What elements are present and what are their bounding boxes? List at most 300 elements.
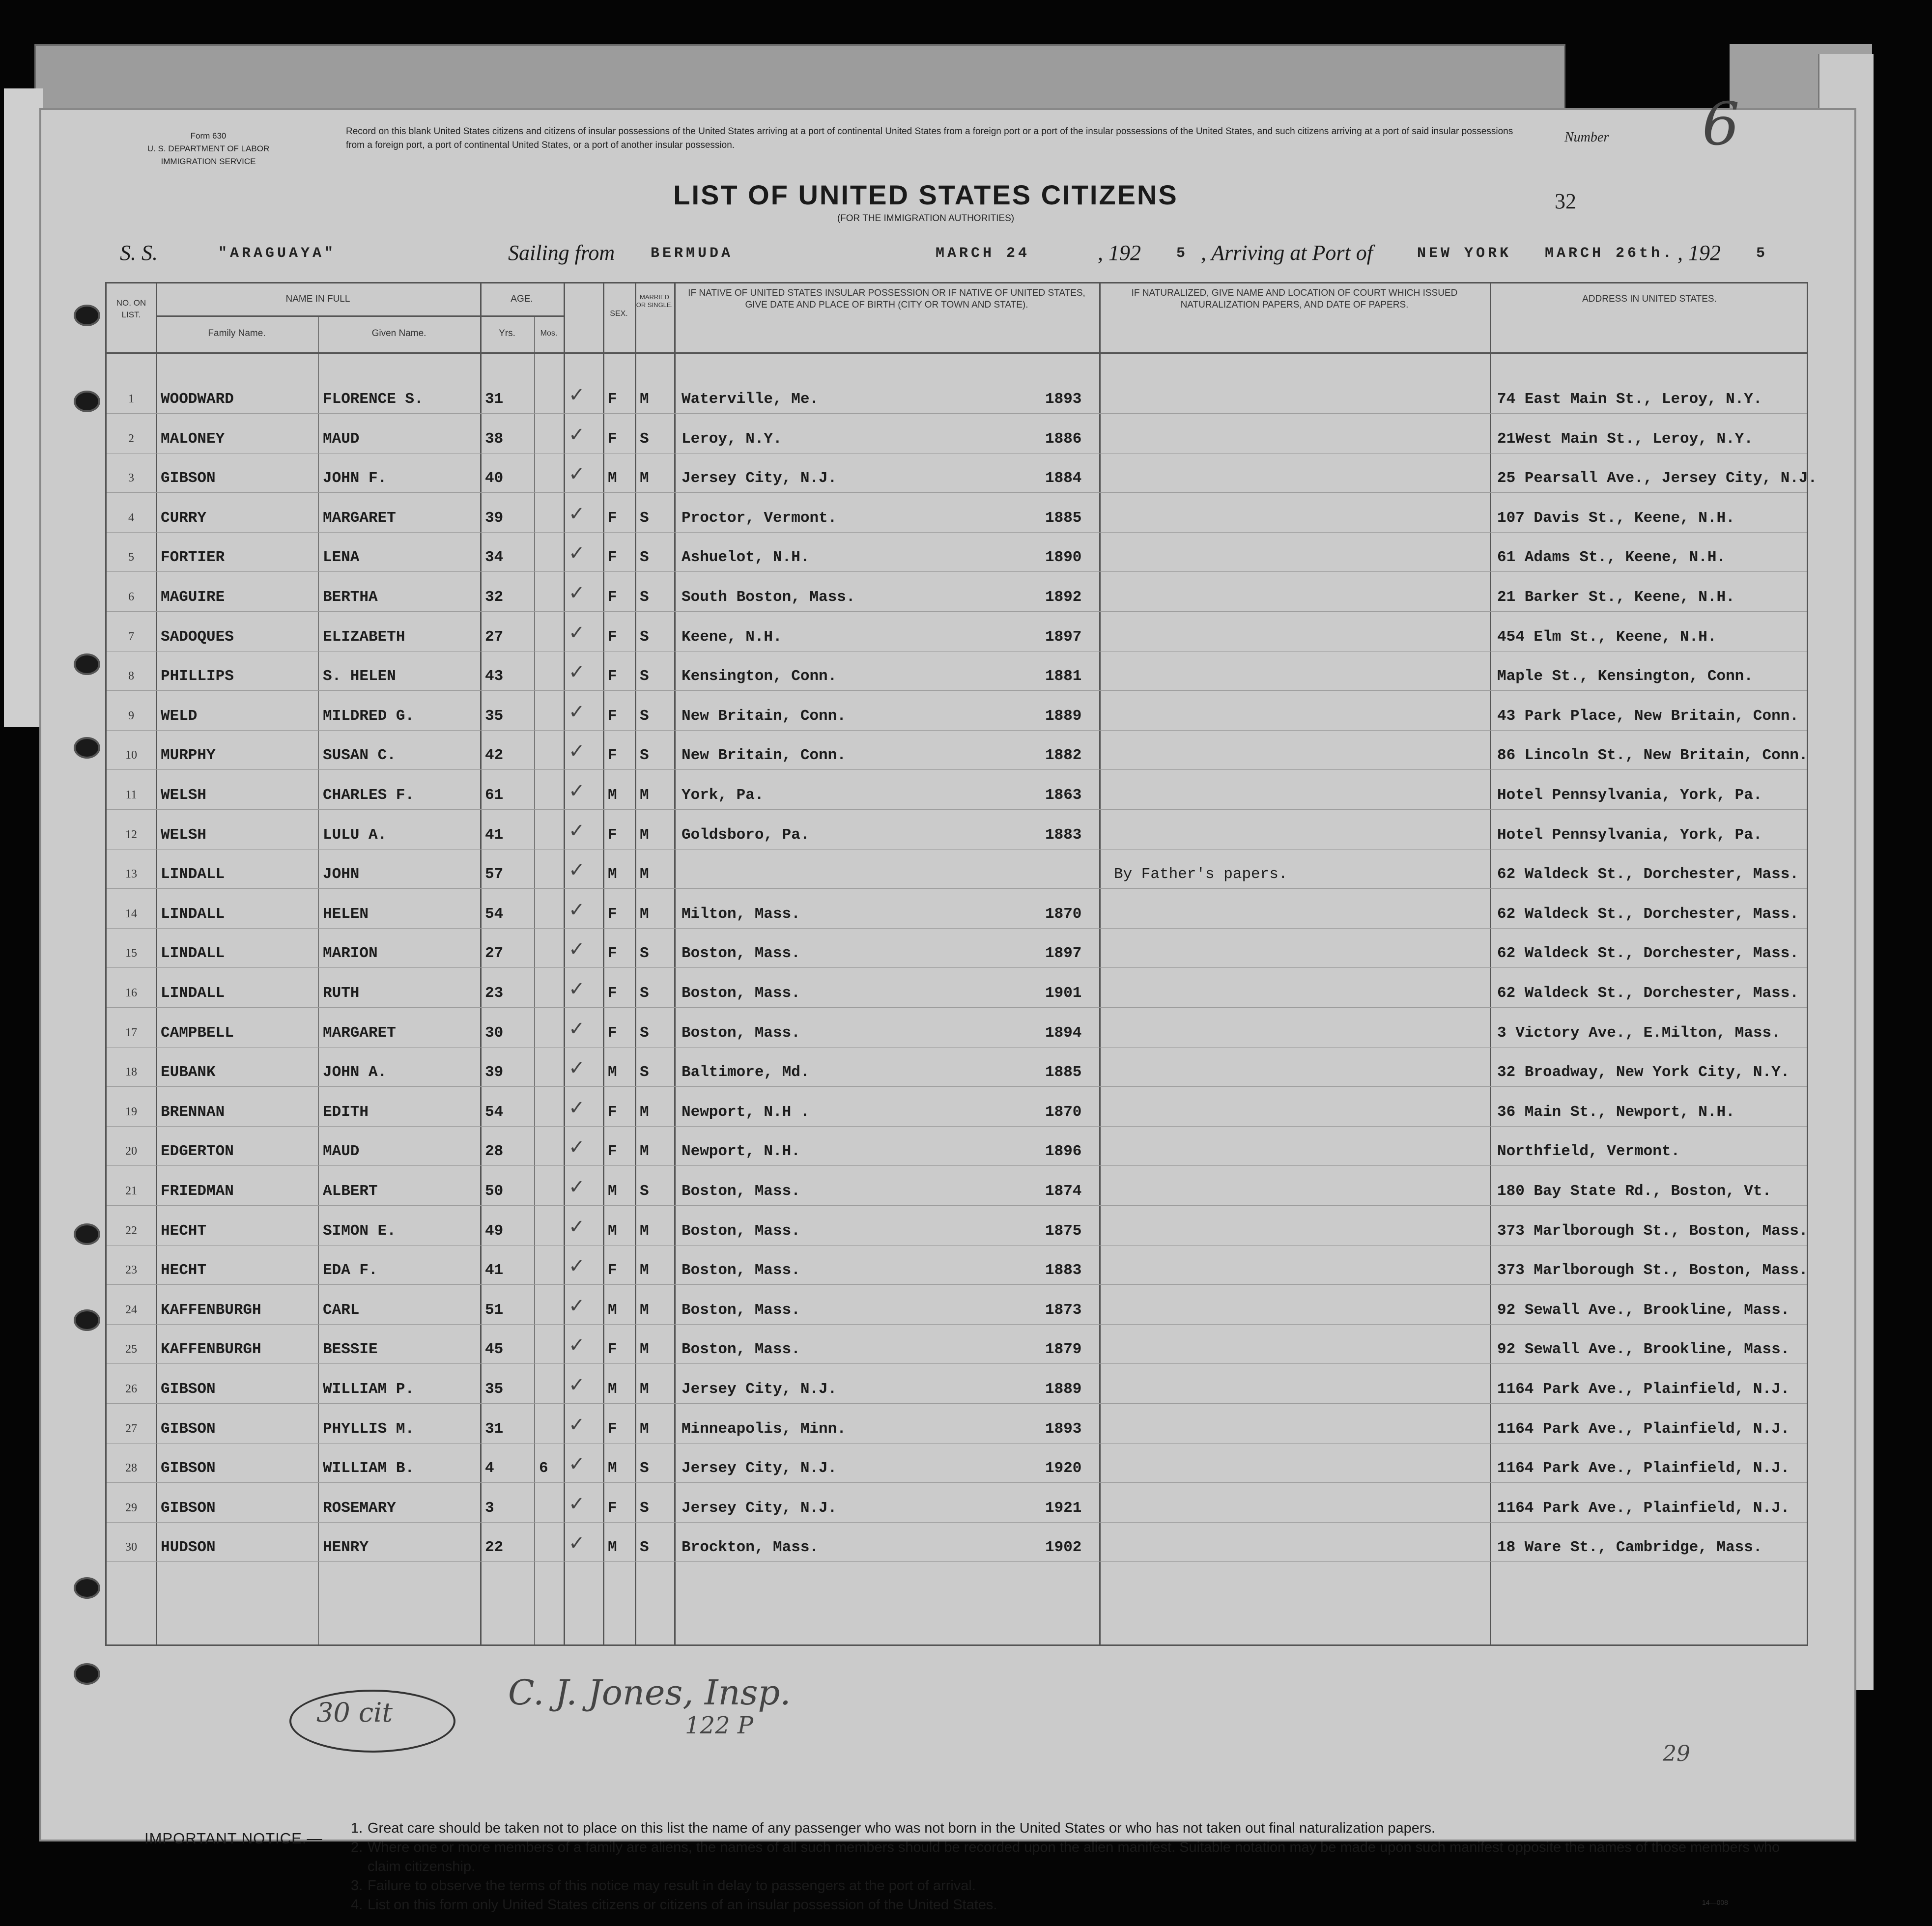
age-years: 35 — [485, 707, 504, 725]
entry-number: 16 — [125, 987, 137, 999]
form-instructions: Record on this blank United States citizens and citizens of insular possessions of the United States arriving at a port of continental United States from a foreign port or a port of the insular possessions of the United States, and such citizens arriving at a port of said insular possessions from a foreign port, a port of continental United States, or a port of another insular possession. — [346, 126, 1513, 150]
sex: F — [608, 549, 617, 566]
department-name: U. S. DEPARTMENT OF LABOR — [147, 144, 270, 153]
row-rule — [107, 1205, 1807, 1206]
check-mark: ✓ — [568, 542, 585, 565]
table-row — [107, 733, 1807, 772]
us-address: 1164 Park Ave., Plainfield, N.J. — [1497, 1499, 1790, 1517]
marital-status: M — [640, 905, 649, 923]
check-mark: ✓ — [568, 700, 585, 723]
birth-place: Boston, Mass. — [682, 1183, 800, 1200]
birth-year: 1886 — [1045, 430, 1082, 448]
row-rule — [107, 611, 1807, 612]
birth-place: Newport, N.H. — [682, 1143, 800, 1161]
notice-item-number: 2. — [351, 1840, 363, 1855]
birth-year: 1897 — [1045, 628, 1082, 646]
family-name: GIBSON — [161, 1381, 216, 1398]
entry-number: 1 — [128, 393, 134, 405]
col-head-address: ADDRESS IN UNITED STATES. — [1582, 294, 1717, 304]
age-years: 41 — [485, 826, 504, 844]
col-head-married: MARRIED OR SINGLE. — [636, 293, 673, 309]
given-name: SUSAN C. — [323, 747, 396, 765]
arriving-label: , Arriving at Port of — [1201, 241, 1373, 265]
birth-year: 1884 — [1045, 470, 1082, 487]
given-name: WILLIAM B. — [323, 1460, 415, 1477]
sex: F — [608, 1024, 617, 1042]
punch-hole — [74, 653, 100, 675]
notice-item-number: 3. — [351, 1878, 363, 1894]
birth-year: 1885 — [1045, 509, 1082, 527]
sailing-port: BERMUDA — [651, 245, 734, 262]
birth-year: 1870 — [1045, 1103, 1082, 1121]
row-rule — [107, 1086, 1807, 1087]
entry-number: 17 — [125, 1026, 137, 1039]
marital-status: M — [640, 1222, 649, 1240]
table-row — [107, 813, 1807, 852]
check-mark: ✓ — [568, 1096, 585, 1119]
notice-item — [351, 1896, 1800, 1915]
arrival-year-digit: 5 — [1756, 245, 1768, 262]
given-name: ELIZABETH — [323, 628, 405, 646]
naturalization: By Father's papers. — [1114, 866, 1288, 883]
entry-number: 28 — [125, 1462, 137, 1475]
form-number: Form 630 — [190, 131, 227, 141]
family-name: LINDALL — [161, 905, 225, 923]
family-name: GIBSON — [161, 1460, 216, 1477]
family-name: EDGERTON — [161, 1143, 234, 1161]
age-years: 34 — [485, 549, 504, 566]
sex: F — [608, 1341, 617, 1359]
check-mark: ✓ — [568, 1492, 585, 1515]
marital-status: M — [640, 391, 649, 408]
col-head-birth: IF NATIVE OF UNITED STATES INSULAR POSSESSION OR IF NATIVE OF UNITED STATES, GIVE DATE AND PLACE OF BIRTH (CITY OR TOWN AND STATE). — [688, 288, 1085, 310]
entry-number: 26 — [125, 1383, 137, 1395]
birth-place: Proctor, Vermont. — [682, 509, 837, 527]
birth-year: 1902 — [1045, 1539, 1082, 1557]
birth-place: New Britain, Conn. — [682, 707, 846, 725]
sex: M — [608, 470, 617, 487]
check-mark: ✓ — [568, 1176, 585, 1198]
given-name: MILDRED G. — [323, 707, 415, 725]
row-rule — [107, 1443, 1807, 1444]
birth-place: Jersey City, N.J. — [682, 1460, 837, 1477]
marital-status: S — [640, 549, 649, 566]
entry-number: 6 — [128, 591, 134, 603]
table-row — [107, 1090, 1807, 1129]
ss-label: S. S. — [120, 241, 158, 265]
passenger-rows — [107, 283, 1818, 1644]
age-years: 54 — [485, 905, 504, 923]
row-rule — [107, 571, 1807, 572]
entry-number: 14 — [125, 907, 137, 920]
total-count: 29 — [1663, 1741, 1690, 1766]
family-name: WELD — [161, 707, 198, 725]
us-address: 43 Park Place, New Britain, Conn. — [1497, 707, 1799, 725]
sex: F — [608, 826, 617, 844]
marital-status: S — [640, 1460, 649, 1477]
family-name: CAMPBELL — [161, 1024, 234, 1042]
table-row — [107, 1486, 1807, 1525]
marital-status: S — [640, 589, 649, 606]
family-name: HUDSON — [161, 1539, 216, 1557]
table-row — [107, 1367, 1807, 1406]
sex: M — [608, 787, 617, 804]
given-name: MARION — [323, 945, 378, 963]
marital-status: S — [640, 430, 649, 448]
row-rule — [107, 532, 1807, 533]
age-years: 41 — [485, 1262, 504, 1279]
us-address: Northfield, Vermont. — [1497, 1143, 1680, 1161]
sex: F — [608, 747, 617, 765]
marital-status: M — [640, 826, 649, 844]
age-years: 28 — [485, 1143, 504, 1161]
age-years: 22 — [485, 1539, 504, 1557]
sex: F — [608, 391, 617, 408]
table-row — [107, 496, 1807, 535]
row-rule — [107, 1324, 1807, 1325]
entry-number: 15 — [125, 947, 137, 960]
row-rule — [107, 1007, 1807, 1008]
given-name: HENRY — [323, 1539, 369, 1557]
entry-number: 7 — [128, 630, 134, 643]
check-mark: ✓ — [568, 582, 585, 604]
table-row — [107, 1248, 1807, 1287]
us-address: 1164 Park Ave., Plainfield, N.J. — [1497, 1460, 1790, 1477]
entry-number: 12 — [125, 828, 137, 841]
given-name: CHARLES F. — [323, 787, 415, 804]
age-years: 42 — [485, 747, 504, 765]
family-name: MALONEY — [161, 430, 225, 448]
check-mark: ✓ — [568, 463, 585, 486]
given-name: S. HELEN — [323, 668, 396, 685]
birth-place: Waterville, Me. — [682, 391, 819, 408]
marital-status: M — [640, 1143, 649, 1161]
sex: F — [608, 945, 617, 963]
us-address: 180 Bay State Rd., Boston, Vt. — [1497, 1183, 1772, 1200]
punch-hole — [74, 305, 100, 326]
birth-place: Kensington, Conn. — [682, 668, 837, 685]
birth-year: 1893 — [1045, 1420, 1082, 1438]
sex: F — [608, 1420, 617, 1438]
age-years: 39 — [485, 509, 504, 527]
marital-status: S — [640, 509, 649, 527]
birth-year: 1892 — [1045, 589, 1082, 606]
voyage-line — [120, 240, 1790, 270]
marital-status: M — [640, 1301, 649, 1319]
us-address: 36 Main St., Newport, N.H. — [1497, 1103, 1735, 1121]
row-rule — [107, 809, 1807, 810]
marital-status: M — [640, 787, 649, 804]
birth-year: 1883 — [1045, 826, 1082, 844]
notice-item — [351, 1876, 1800, 1896]
given-name: BESSIE — [323, 1341, 378, 1359]
punch-hole — [74, 391, 100, 412]
birth-year: 1901 — [1045, 985, 1082, 1002]
birth-year: 1894 — [1045, 1024, 1082, 1042]
birth-place: Boston, Mass. — [682, 1262, 800, 1279]
col-head-given: Given Name. — [371, 328, 426, 339]
birth-place: Jersey City, N.J. — [682, 1499, 837, 1517]
notice-item-text: Where one or more members of a family are aliens, the names of all such members should be recorded upon the alien manifest. Suitable notation may be made upon such manifest opposite the names of those members who claim citizenship. — [368, 1840, 1780, 1874]
age-years: 31 — [485, 391, 504, 408]
table-row — [107, 1011, 1807, 1050]
us-address: 25 Pearsall Ave., Jersey City, N.J. — [1497, 470, 1818, 487]
age-years: 43 — [485, 668, 504, 685]
row-rule — [107, 1165, 1807, 1166]
us-address: 454 Elm St., Keene, N.H. — [1497, 628, 1717, 646]
us-address: 373 Marlborough St., Boston, Mass. — [1497, 1222, 1808, 1240]
table-row — [107, 1288, 1807, 1327]
given-name: PHYLLIS M. — [323, 1420, 415, 1438]
row-rule — [107, 967, 1807, 968]
sex: F — [608, 1499, 617, 1517]
sex: F — [608, 1143, 617, 1161]
given-name: HELEN — [323, 905, 369, 923]
given-name: MARGARET — [323, 509, 396, 527]
table-row — [107, 892, 1807, 931]
sex: M — [608, 866, 617, 883]
table-row — [107, 1129, 1807, 1168]
check-mark: ✓ — [568, 423, 585, 446]
birth-place: South Boston, Mass. — [682, 589, 855, 606]
sex: F — [608, 589, 617, 606]
sex: F — [608, 509, 617, 527]
table-row — [107, 1209, 1807, 1248]
age-years: 54 — [485, 1103, 504, 1121]
given-name: WILLIAM P. — [323, 1381, 415, 1398]
table-row — [107, 377, 1807, 416]
family-name: LINDALL — [161, 945, 225, 963]
us-address: 92 Sewall Ave., Brookline, Mass. — [1497, 1301, 1790, 1319]
given-name: MAUD — [323, 430, 360, 448]
birth-place: Boston, Mass. — [682, 1301, 800, 1319]
table-row — [107, 575, 1807, 614]
check-mark: ✓ — [568, 898, 585, 921]
marital-status: S — [640, 747, 649, 765]
page-number: 32 — [1555, 189, 1576, 213]
entry-number: 23 — [125, 1264, 137, 1277]
notice-item — [351, 1819, 1800, 1838]
age-months: 6 — [539, 1460, 548, 1477]
sailing-year-prefix: , 192 — [1098, 241, 1141, 265]
table-row — [107, 773, 1807, 812]
us-address: 1164 Park Ave., Plainfield, N.J. — [1497, 1420, 1790, 1438]
age-years: 49 — [485, 1222, 504, 1240]
underlying-sheet — [34, 44, 1565, 116]
check-mark: ✓ — [568, 1413, 585, 1436]
row-rule — [107, 1245, 1807, 1246]
us-address: 92 Sewall Ave., Brookline, Mass. — [1497, 1341, 1790, 1359]
family-name: SADOQUES — [161, 628, 234, 646]
marital-status: S — [640, 1024, 649, 1042]
given-name: CARL — [323, 1301, 360, 1319]
birth-place: Boston, Mass. — [682, 1024, 800, 1042]
sex: M — [608, 1183, 617, 1200]
sex: M — [608, 1064, 617, 1081]
age-years: 4 — [485, 1460, 494, 1477]
family-name: CURRY — [161, 509, 207, 527]
table-row — [107, 654, 1807, 693]
notice-item-text: Failure to observe the terms of this notice may result in delay to passengers at the port of arrival. — [368, 1878, 976, 1894]
birth-place: Ashuelot, N.H. — [682, 549, 810, 566]
family-name: LINDALL — [161, 985, 225, 1002]
row-rule — [107, 1363, 1807, 1364]
table-row — [107, 694, 1807, 733]
age-years: 3 — [485, 1499, 494, 1517]
us-address: Hotel Pennsylvania, York, Pa. — [1497, 787, 1762, 804]
family-name: MURPHY — [161, 747, 216, 765]
sex: F — [608, 1262, 617, 1279]
family-name: HECHT — [161, 1222, 207, 1240]
table-row — [107, 1407, 1807, 1446]
birth-place: Brockton, Mass. — [682, 1539, 819, 1557]
family-name: WELSH — [161, 787, 207, 804]
check-mark: ✓ — [568, 1532, 585, 1555]
entry-number: 30 — [125, 1541, 137, 1554]
entry-number: 27 — [125, 1422, 137, 1435]
table-row — [107, 931, 1807, 970]
marital-status: S — [640, 1539, 649, 1557]
given-name: ALBERT — [323, 1183, 378, 1200]
marital-status: S — [640, 945, 649, 963]
birth-year: 1889 — [1045, 1381, 1082, 1398]
age-years: 32 — [485, 589, 504, 606]
adjacent-page-edge-left — [4, 88, 43, 727]
important-notice — [351, 1819, 1800, 1915]
citizen-tally: 30 cit — [316, 1697, 393, 1728]
sex: F — [608, 985, 617, 1002]
form-header — [41, 90, 1854, 277]
birth-year: 1881 — [1045, 668, 1082, 685]
birth-place: Boston, Mass. — [682, 945, 800, 963]
col-head-mos: Mos. — [540, 329, 558, 338]
row-rule — [107, 492, 1807, 493]
us-address: 86 Lincoln St., New Britain, Conn. — [1497, 747, 1808, 765]
arrival-year-prefix: , 192 — [1677, 241, 1721, 265]
row-rule — [107, 1561, 1807, 1562]
entry-number: 25 — [125, 1343, 137, 1356]
sex: M — [608, 1460, 617, 1477]
entry-number: 13 — [125, 868, 137, 881]
check-mark: ✓ — [568, 1334, 585, 1357]
given-name: FLORENCE S. — [323, 391, 424, 408]
age-years: 23 — [485, 985, 504, 1002]
birth-place: Jersey City, N.J. — [682, 1381, 837, 1398]
row-rule — [107, 888, 1807, 889]
entry-number: 2 — [128, 432, 134, 445]
sex: M — [608, 1301, 617, 1319]
birth-year: 1883 — [1045, 1262, 1082, 1279]
entry-number: 19 — [125, 1105, 137, 1118]
birth-place: Keene, N.H. — [682, 628, 782, 646]
sex: F — [608, 628, 617, 646]
row-rule — [107, 928, 1807, 929]
birth-place: Minneapolis, Minn. — [682, 1420, 846, 1438]
table-row — [107, 615, 1807, 654]
family-name: PHILLIPS — [161, 668, 234, 685]
birth-place: Leroy, N.Y. — [682, 430, 782, 448]
age-years: 27 — [485, 628, 504, 646]
marital-status: M — [640, 1103, 649, 1121]
notice-item-text: List on this form only United States citizens or citizens of an insular possession of the United States. — [368, 1897, 997, 1913]
birth-year: 1885 — [1045, 1064, 1082, 1081]
notice-item — [351, 1838, 1800, 1876]
row-rule — [107, 1284, 1807, 1285]
birth-place: Baltimore, Md. — [682, 1064, 810, 1081]
family-name: FORTIER — [161, 549, 225, 566]
age-years: 45 — [485, 1341, 504, 1359]
sex: F — [608, 430, 617, 448]
form-id-block — [81, 130, 336, 168]
marital-status: S — [640, 985, 649, 1002]
entry-number: 24 — [125, 1303, 137, 1316]
entry-number: 4 — [128, 511, 134, 524]
notice-item-text: Great care should be taken not to place on this list the name of any passenger who was not born in the United States or who has not taken out final naturalization papers. — [368, 1820, 1436, 1836]
check-mark: ✓ — [568, 1136, 585, 1159]
row-rule — [107, 1522, 1807, 1523]
marital-status: M — [640, 1262, 649, 1279]
inspector-signature: C. J. Jones, Insp. — [508, 1672, 791, 1713]
table-row — [107, 971, 1807, 1010]
birth-place: Boston, Mass. — [682, 1222, 800, 1240]
us-address: 1164 Park Ave., Plainfield, N.J. — [1497, 1381, 1790, 1398]
check-mark: ✓ — [568, 1453, 585, 1476]
col-head-sex: SEX. — [610, 310, 628, 318]
form-code: 14—008 — [1702, 1898, 1728, 1906]
table-row — [107, 1446, 1807, 1485]
marital-status: S — [640, 668, 649, 685]
table-row — [107, 417, 1807, 456]
marital-status: M — [640, 866, 649, 883]
check-mark: ✓ — [568, 1017, 585, 1040]
punch-hole — [74, 1223, 100, 1245]
list-number: 6 — [1702, 90, 1740, 159]
birth-place: York, Pa. — [682, 787, 764, 804]
table-row — [107, 535, 1807, 574]
entry-number: 3 — [128, 472, 134, 485]
age-years: 35 — [485, 1381, 504, 1398]
sex: F — [608, 1103, 617, 1121]
birth-year: 1875 — [1045, 1222, 1082, 1240]
sex: F — [608, 707, 617, 725]
us-address: 32 Broadway, New York City, N.Y. — [1497, 1064, 1790, 1081]
number-label: Number — [1564, 130, 1609, 145]
age-years: 51 — [485, 1301, 504, 1319]
birth-place: New Britain, Conn. — [682, 747, 846, 765]
check-mark: ✓ — [568, 978, 585, 1000]
check-mark: ✓ — [568, 780, 585, 802]
notice-label: IMPORTANT NOTICE.— — [144, 1830, 323, 1847]
us-address: 61 Adams St., Keene, N.H. — [1497, 549, 1726, 566]
marital-status: S — [640, 1064, 649, 1081]
birth-year: 1893 — [1045, 391, 1082, 408]
given-name: RUTH — [323, 985, 360, 1002]
family-name: KAFFENBURGH — [161, 1301, 261, 1319]
given-name: JOHN A. — [323, 1064, 387, 1081]
table-row — [107, 1327, 1807, 1366]
family-name: KAFFENBURGH — [161, 1341, 261, 1359]
col-head-naturalized: IF NATURALIZED, GIVE NAME AND LOCATION OF COURT WHICH ISSUED NATURALIZATION PAPERS, AND DATE OF PAPERS. — [1131, 288, 1458, 310]
punch-hole — [74, 737, 100, 759]
punch-hole — [74, 1577, 100, 1599]
us-address: 21 Barker St., Keene, N.H. — [1497, 589, 1735, 606]
birth-year: 1889 — [1045, 707, 1082, 725]
birth-year: 1870 — [1045, 905, 1082, 923]
check-mark: ✓ — [568, 621, 585, 644]
row-rule — [107, 413, 1807, 414]
inspector-number: 122 P — [685, 1712, 754, 1739]
given-name: ROSEMARY — [323, 1499, 396, 1517]
